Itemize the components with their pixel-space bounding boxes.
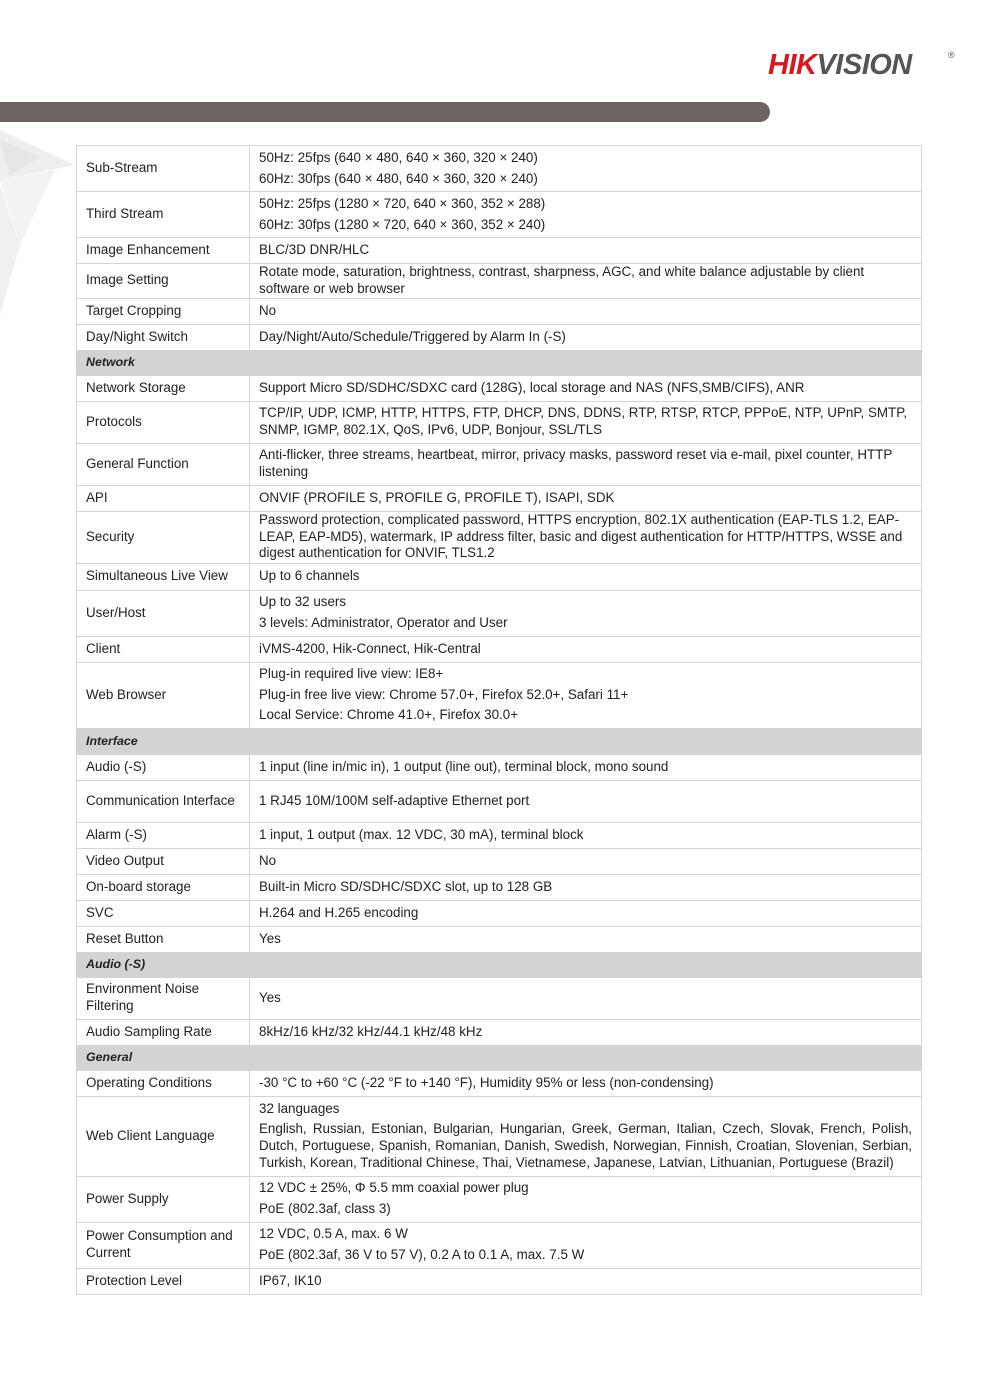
spec-row [77,662,922,728]
spec-row [77,977,922,1019]
svg-text:®: ® [948,50,955,60]
spec-row [77,511,922,563]
spec-label: Web Browser [77,662,250,728]
spec-value-line: Yes [259,930,281,946]
spec-value-line: 1 input, 1 output (max. 12 VDC, 30 mA), terminal block [259,826,584,842]
spec-row [77,636,922,662]
spec-value-line: -30 °C to +60 °C (-22 °F to +140 °F), Humidity 95% or less (non-condensing) [259,1074,714,1090]
section-spacer [250,952,922,977]
spec-row [77,1096,922,1176]
spec-row [77,324,922,350]
spec-label: Simultaneous Live View [77,563,250,590]
section-title: Interface [77,728,250,754]
spec-value-line: 12 VDC ± 25%, Φ 5.5 mm coaxial power plug [259,1180,529,1196]
spec-row [77,192,922,238]
spec-value-line: 12 VDC, 0.5 A, max. 6 W [259,1226,408,1242]
spec-row [77,1222,922,1268]
spec-value-line: TCP/IP, UDP, ICMP, HTTP, HTTPS, FTP, DHCP, DNS, DDNS, RTP, RTSP, RTCP, PPPoE, NTP, UPnP, SMTP, SNMP, IGMP, 802.1X, QoS, IPv6, UDP, Bonjour, SSL/TLS [259,405,908,438]
spec-value [250,192,922,238]
section-header [77,1045,922,1070]
spec-row [77,874,922,900]
spec-label: Image Enhancement [77,238,250,264]
spec-value-line: IP67, IK10 [259,1272,322,1288]
spec-value-line: Local Service: Chrome 41.0+, Firefox 30.0+ [259,707,519,723]
header-band [0,102,770,122]
spec-label: Image Setting [77,264,250,299]
spec-value [250,780,922,822]
spec-label: Power Supply [77,1176,250,1222]
spec-value-line: Up to 6 channels [259,568,360,584]
spec-row [77,590,922,636]
spec-value-line: No [259,302,277,318]
spec-value-line: 60Hz: 30fps (640 × 480, 640 × 360, 320 × 240) [259,170,538,186]
spec-value [250,662,922,728]
spec-label: Protection Level [77,1268,250,1294]
section-title: Audio (-S) [77,952,250,977]
spec-value [250,1096,922,1176]
spec-value [250,264,922,299]
spec-label: API [77,485,250,511]
spec-value [250,926,922,952]
spec-label: Third Stream [77,192,250,238]
spec-label: Environment Noise Filtering [77,977,250,1019]
spec-label: Alarm (-S) [77,822,250,848]
spec-table [76,145,922,1295]
spec-value-line: Anti-flicker, three streams, heartbeat, mirror, privacy masks, password reset via e-mail, pixel counter, HTTP listening [259,447,893,480]
section-title: Network [77,350,250,375]
spec-row [77,401,922,443]
spec-value-line: Plug-in free live view: Chrome 57.0+, Firefox 52.0+, Safari 11+ [259,686,629,702]
spec-value-line: Password protection, complicated password, HTTPS encryption, 802.1X authentication (EAP-TLS 1.2, EAP-LEAP, EAP-MD5), watermark, IP address filter, basic and digest authentication for HTTP/HTTPS, WSSE and digest authentication for ONVIF, TLS1.2 [259,511,903,561]
spec-row [77,848,922,874]
spec-label: User/Host [77,590,250,636]
section-header [77,728,922,754]
spec-value [250,754,922,780]
spec-value [250,874,922,900]
spec-label: Audio Sampling Rate [77,1019,250,1045]
spec-label: Communication Interface [77,780,250,822]
spec-value-line: Day/Night/Auto/Schedule/Triggered by Alarm In (-S) [259,328,566,344]
spec-value [250,1176,922,1222]
decorative-triangles [0,125,80,325]
spec-row [77,238,922,264]
spec-label: Network Storage [77,375,250,401]
spec-label: Web Client Language [77,1096,250,1176]
spec-value-line: Rotate mode, saturation, brightness, contrast, sharpness, AGC, and white balance adjustable by client software or web browser [259,264,865,296]
spec-row [77,780,922,822]
spec-value-line: English, Russian, Estonian, Bulgarian, Hungarian, Greek, German, Italian, Czech, Slovak, French, Polish, Dutch, Portuguese, Spanish, Romanian, Danish, Swedish, Norwegian, Finnish, Croatian, Slovenian, Serbian, Turkish, Korean, Traditional Chinese, Thai, Vietnamese, Japanese, Latvian, Lithuanian, Portuguese (Brazil) [259,1121,912,1170]
spec-value [250,298,922,324]
spec-row [77,822,922,848]
spec-label: Security [77,511,250,563]
spec-value-line: 1 input (line in/mic in), 1 output (line out), terminal block, mono sound [259,758,669,774]
spec-value-line: 60Hz: 30fps (1280 × 720, 640 × 360, 352 × 240) [259,216,546,232]
spec-value-line: Up to 32 users [259,594,347,610]
spec-value-line: PoE (802.3af, class 3) [259,1201,391,1217]
spec-row [77,146,922,192]
spec-value-line: 1 RJ45 10M/100M self-adaptive Ethernet port [259,792,530,808]
spec-value-line: 8kHz/16 kHz/32 kHz/44.1 kHz/48 kHz [259,1023,483,1039]
spec-label: Audio (-S) [77,754,250,780]
spec-value [250,977,922,1019]
spec-value [250,443,922,485]
spec-label: Power Consumption and Current [77,1222,250,1268]
spec-row [77,485,922,511]
spec-value-line: 50Hz: 25fps (1280 × 720, 640 × 360, 352 × 288) [259,195,546,211]
spec-value-line: 50Hz: 25fps (640 × 480, 640 × 360, 320 × 240) [259,149,538,165]
spec-value-line: No [259,852,277,868]
spec-row [77,900,922,926]
logo-hik: HIK [768,49,817,80]
spec-value [250,238,922,264]
spec-label: Reset Button [77,926,250,952]
spec-value [250,1070,922,1096]
spec-value-line: H.264 and H.265 encoding [259,904,419,920]
section-header [77,350,922,375]
spec-value [250,485,922,511]
spec-value [250,1268,922,1294]
spec-value [250,1222,922,1268]
spec-label: SVC [77,900,250,926]
spec-value [250,146,922,192]
logo-vision: VISION [816,49,912,80]
spec-value-line: 32 languages [259,1100,340,1116]
spec-label: General Function [77,443,250,485]
spec-row [77,1176,922,1222]
spec-label: Sub-Stream [77,146,250,192]
spec-value [250,511,922,563]
section-spacer [250,350,922,375]
spec-row [77,375,922,401]
section-title: General [77,1045,250,1070]
spec-value-line: 3 levels: Administrator, Operator and User [259,615,508,631]
spec-row [77,264,922,299]
spec-value-line: iVMS-4200, Hik-Connect, Hik-Central [259,640,481,656]
spec-value [250,324,922,350]
spec-value [250,848,922,874]
spec-label: Protocols [77,401,250,443]
section-spacer [250,1045,922,1070]
spec-value-line: PoE (802.3af, 36 V to 57 V), 0.2 A to 0.1 A, max. 7.5 W [259,1247,585,1263]
spec-value [250,822,922,848]
spec-row [77,563,922,590]
spec-label: Client [77,636,250,662]
spec-value [250,401,922,443]
spec-value-line: Built-in Micro SD/SDHC/SDXC slot, up to 128 GB [259,878,553,894]
section-spacer [250,728,922,754]
hikvision-logo [768,46,958,80]
spec-value [250,636,922,662]
section-header [77,952,922,977]
spec-row [77,1019,922,1045]
spec-label: Day/Night Switch [77,324,250,350]
spec-label: On-board storage [77,874,250,900]
spec-value [250,590,922,636]
spec-label: Target Cropping [77,298,250,324]
spec-value-line: Support Micro SD/SDHC/SDXC card (128G), local storage and NAS (NFS,SMB/CIFS), ANR [259,379,805,395]
spec-value-line: Plug-in required live view: IE8+ [259,665,444,681]
spec-label: Operating Conditions [77,1070,250,1096]
spec-row [77,443,922,485]
spec-row [77,1268,922,1294]
spec-value-line: BLC/3D DNR/HLC [259,242,370,258]
spec-value-line: Yes [259,989,281,1005]
spec-label: Video Output [77,848,250,874]
spec-value [250,563,922,590]
spec-value [250,375,922,401]
spec-row [77,298,922,324]
spec-value-line: ONVIF (PROFILE S, PROFILE G, PROFILE T), ISAPI, SDK [259,489,615,505]
spec-value [250,1019,922,1045]
spec-row [77,1070,922,1096]
spec-value [250,900,922,926]
spec-row [77,926,922,952]
svg-text:HIKVISION [768,49,913,80]
spec-row [77,754,922,780]
